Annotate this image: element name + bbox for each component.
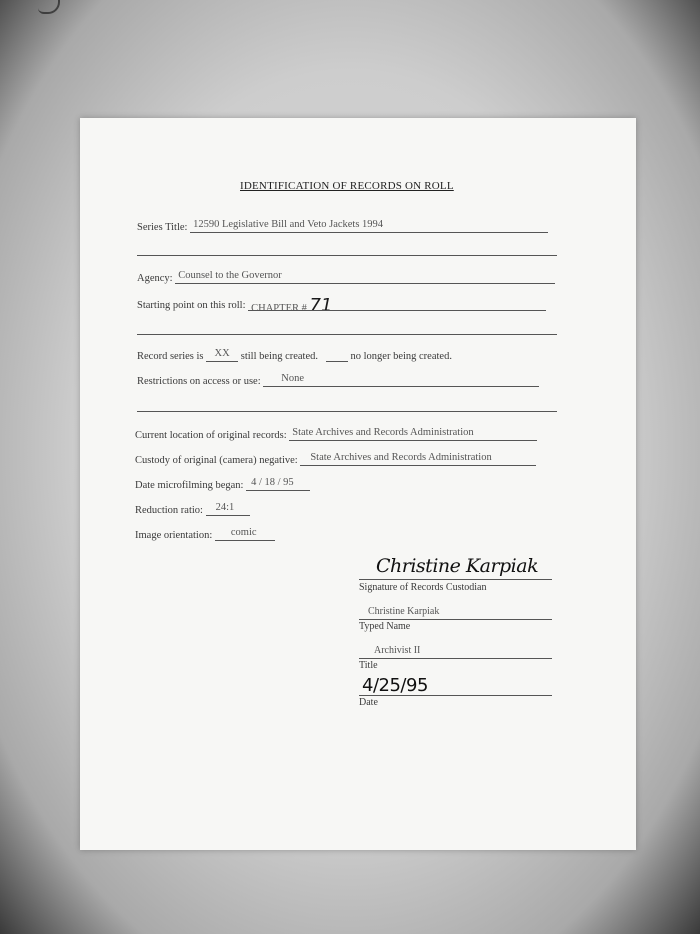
custody-row bbox=[135, 452, 536, 466]
reduction-row bbox=[135, 502, 250, 516]
restrictions-label: Restrictions on access or use: bbox=[137, 376, 261, 387]
series-title-row bbox=[137, 219, 548, 233]
film-mark bbox=[38, 0, 60, 14]
form-page bbox=[80, 118, 636, 850]
series-title-field[interactable] bbox=[190, 219, 548, 233]
record-series-mark: XX bbox=[214, 348, 230, 359]
title-line bbox=[359, 658, 552, 659]
agency-label: Agency: bbox=[137, 273, 173, 284]
starting-point-value: CHAPTER # bbox=[251, 303, 307, 311]
title-label: Title bbox=[359, 660, 378, 671]
signature-label: Signature of Records Custodian bbox=[359, 582, 487, 593]
custody-field[interactable] bbox=[300, 452, 536, 466]
date-began-row bbox=[135, 477, 310, 491]
starting-point-hand: 71 bbox=[309, 295, 333, 311]
record-series-row bbox=[137, 348, 452, 362]
starting-point-line-2 bbox=[137, 334, 557, 335]
orientation-value: comic bbox=[230, 527, 257, 538]
agency-row bbox=[137, 270, 555, 284]
orientation-label: Image orientation: bbox=[135, 530, 213, 541]
date-label: Date bbox=[359, 697, 378, 708]
date-began-label: Date microfilming began: bbox=[135, 480, 244, 491]
still-being-created-label: still being created. bbox=[240, 351, 318, 362]
signed-date: 4/25/95 bbox=[362, 675, 428, 696]
series-title-value: 12590 Legislative Bill and Veto Jackets 1994 bbox=[193, 219, 384, 230]
custody-label: Custody of original (camera) negative: bbox=[135, 455, 298, 466]
signature-line bbox=[359, 579, 552, 580]
typed-name-label: Typed Name bbox=[359, 621, 411, 632]
starting-point-row bbox=[137, 295, 546, 311]
custodian-signature: Christine Karpiak bbox=[376, 555, 539, 577]
agency-value: Counsel to the Governor bbox=[178, 270, 282, 281]
typed-name-line bbox=[359, 619, 552, 620]
restrictions-line-2 bbox=[137, 411, 557, 412]
custody-value: State Archives and Records Administration bbox=[310, 452, 492, 463]
reduction-value: 24:1 bbox=[215, 502, 235, 513]
series-title-line-2 bbox=[137, 255, 557, 256]
current-location-row bbox=[135, 427, 537, 441]
orientation-field[interactable] bbox=[215, 527, 275, 541]
restrictions-value: None bbox=[281, 373, 305, 384]
typed-name-value[interactable]: Christine Karpiak bbox=[368, 606, 440, 617]
still-created-checkbox[interactable] bbox=[206, 348, 238, 362]
form-title: IDENTIFICATION OF RECORDS ON ROLL bbox=[240, 180, 454, 192]
starting-point-field[interactable] bbox=[248, 295, 546, 311]
restrictions-row bbox=[137, 373, 539, 387]
restrictions-field[interactable] bbox=[263, 373, 539, 387]
date-line bbox=[359, 695, 552, 696]
record-series-label: Record series is bbox=[137, 351, 204, 362]
no-longer-being-created-label: no longer being created. bbox=[350, 351, 452, 362]
no-longer-created-checkbox[interactable] bbox=[326, 348, 348, 362]
orientation-row bbox=[135, 527, 275, 541]
title-value[interactable]: Archivist II bbox=[374, 645, 421, 656]
reduction-field[interactable] bbox=[206, 502, 250, 516]
series-title-label: Series Title: bbox=[137, 222, 188, 233]
current-location-value: State Archives and Records Administration bbox=[292, 427, 474, 438]
date-began-value: 4 / 18 / 95 bbox=[251, 477, 294, 488]
starting-point-label: Starting point on this roll: bbox=[137, 300, 246, 311]
agency-field[interactable] bbox=[175, 270, 555, 284]
current-location-field[interactable] bbox=[289, 427, 537, 441]
date-began-field[interactable] bbox=[246, 477, 310, 491]
reduction-label: Reduction ratio: bbox=[135, 505, 203, 516]
current-location-label: Current location of original records: bbox=[135, 430, 287, 441]
